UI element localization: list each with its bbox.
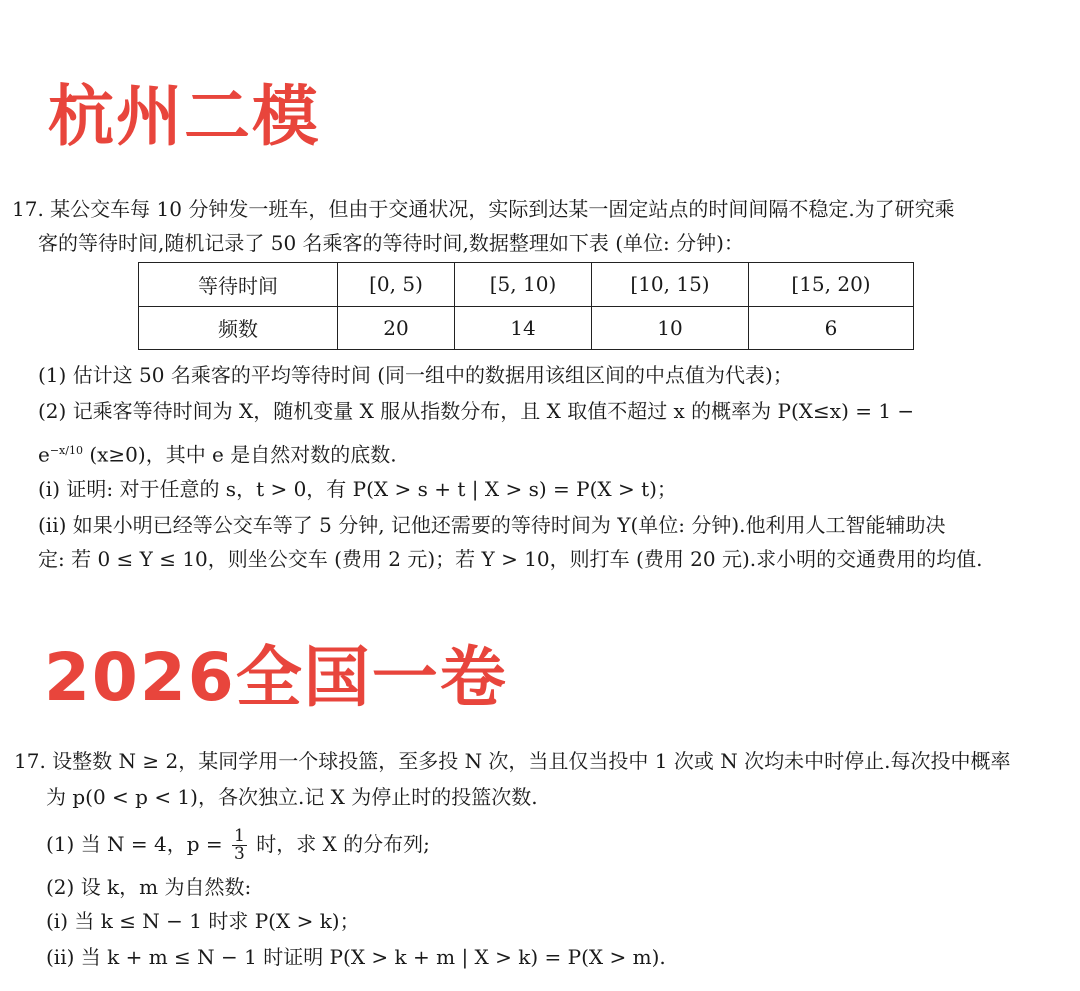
p2-subquestion-1 [46,828,430,863]
p1-subquestion-2: (2) 记乘客等待时间为 X，随机变量 X 服从指数分布，且 X 取值不超过 x 的概率为 P(X≤x) = 1 − [38,399,915,423]
table-cell: [0, 5) [338,263,455,307]
table-cell: 频数 [139,306,338,350]
fraction-denominator: 3 [234,844,245,864]
p2-subquestion-3: (i) 当 k ≤ N − 1 时求 P(X > k)； [46,909,360,933]
euler-base: e [38,442,50,467]
p1-subquestion-2-cont [38,438,397,468]
heading-hangzhou: 杭州二模 [48,78,320,155]
p1-question-line1: 17. 某公交车每 10 分钟发一班车，但由于交通状况，实际到达某一固定站点的时间间隔不稳定.为了研究乘 [12,197,955,221]
condition-text: (x≥0)，其中 e 是自然对数的底数. [89,442,397,467]
table-row [139,263,914,307]
table-cell: 10 [592,306,749,350]
table-cell: 20 [338,306,455,350]
heading-national-paper: 2026全国一卷 [44,639,508,716]
table-cell: [5, 10) [455,263,592,307]
fraction-one-third [232,828,247,863]
sub1-suffix: 时，求 X 的分布列; [256,832,430,856]
p2-question-line2: 为 p(0 < p < 1)，各次独立.记 X 为停止时的投篮次数. [46,785,538,809]
p2-subquestion-4: (ii) 当 k + m ≤ N − 1 时证明 P(X > k + m | X > k) = P(X > m). [46,945,666,969]
exponent: −x/10 [49,444,83,457]
p1-subquestion-3: (i) 证明: 对于任意的 s，t > 0，有 P(X > s + t | X > s) = P(X > t)； [38,477,677,501]
p1-subquestion-4-cont: 定: 若 0 ≤ Y ≤ 10，则坐公交车 (费用 2 元)；若 Y > 10，则打车 (费用 20 元).求小明的交通费用的均值. [38,547,983,571]
table-row [139,306,914,350]
table-cell: 14 [455,306,592,350]
p1-subquestion-4: (ii) 如果小明已经等公交车等了 5 分钟, 记他还需要的等待时间为 Y(单位: 分钟).他利用人工智能辅助决 [38,513,946,537]
p2-subquestion-2: (2) 设 k，m 为自然数: [46,875,252,899]
waiting-time-table [138,262,914,350]
table-cell: 等待时间 [139,263,338,307]
table-cell: [15, 20) [749,263,914,307]
sub1-prefix: (1) 当 N = 4，p = [46,832,223,856]
p1-question-line2: 客的等待时间,随机记录了 50 名乘客的等待时间,数据整理如下表 (单位: 分钟)： [38,231,744,255]
p2-question-line1: 17. 设整数 N ≥ 2，某同学用一个球投篮，至多投 N 次，当且仅当投中 1 次或 N 次均未中时停止.每次投中概率 [14,749,1011,773]
table-cell: [10, 15) [592,263,749,307]
table-cell: 6 [749,306,914,350]
p1-subquestion-1: (1) 估计这 50 名乘客的平均等待时间 (同一组中的数据用该组区间的中点值为代表)； [38,363,793,387]
fraction-numerator: 1 [234,826,245,846]
